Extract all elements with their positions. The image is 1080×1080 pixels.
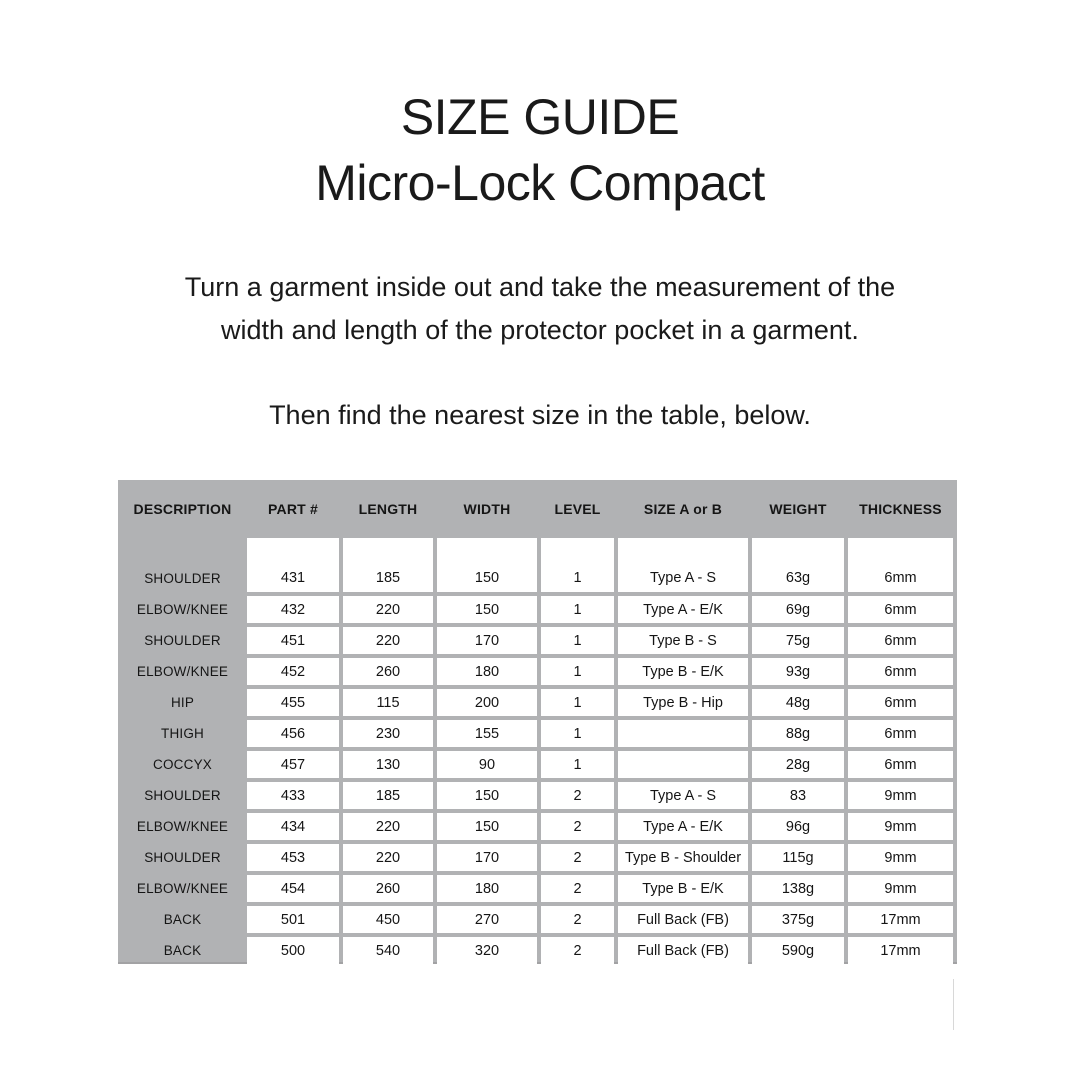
column-header-part-number: PART # bbox=[268, 501, 318, 517]
size-table bbox=[118, 480, 957, 968]
cell-thickness: 9mm bbox=[848, 844, 953, 871]
cell-part-number: 433 bbox=[247, 782, 339, 809]
cell-length: 220 bbox=[343, 813, 433, 840]
cell-thickness: 9mm bbox=[848, 875, 953, 902]
column-header-description: DESCRIPTION bbox=[133, 501, 232, 517]
cell-level: 1 bbox=[541, 689, 614, 716]
cell-part-number: 432 bbox=[247, 596, 339, 623]
cell-part-number: 451 bbox=[247, 627, 339, 654]
page-edge-line bbox=[953, 979, 954, 1030]
table-row bbox=[122, 720, 953, 747]
instructions-line-1: Turn a garment inside out and take the measurement of the bbox=[184, 272, 896, 302]
column-header-level: LEVEL bbox=[554, 501, 601, 517]
table-row bbox=[122, 782, 953, 809]
column-header-width: WIDTH bbox=[463, 501, 511, 517]
cell-length: 220 bbox=[343, 596, 433, 623]
cell-weight: 93g bbox=[752, 658, 844, 685]
cell-thickness: 6mm bbox=[848, 596, 953, 623]
cell-size-a-or-b: Type B - E/K bbox=[618, 658, 748, 685]
cell-length: 115 bbox=[343, 689, 433, 716]
cell-size-a-or-b: Type B - Hip bbox=[618, 689, 748, 716]
cell-size-a-or-b: Type B - S bbox=[618, 627, 748, 654]
cell-part-number: 434 bbox=[247, 813, 339, 840]
cell-weight: 96g bbox=[752, 813, 844, 840]
cell-weight: 69g bbox=[752, 596, 844, 623]
cell-level: 1 bbox=[541, 720, 614, 747]
cell-description: SHOULDER bbox=[144, 571, 221, 586]
cell-weight: 83 bbox=[752, 782, 844, 809]
cell-level: 2 bbox=[541, 906, 614, 933]
column-header-size-a-or-b: SIZE A or B bbox=[643, 501, 723, 517]
column-header-length: LENGTH bbox=[358, 501, 418, 517]
column-header-thickness: THICKNESS bbox=[859, 501, 942, 517]
cell-length: 260 bbox=[343, 875, 433, 902]
cell-size-a-or-b: Type A - S bbox=[618, 782, 748, 809]
cell-width: 90 bbox=[437, 751, 537, 778]
instructions-measurement bbox=[0, 266, 1080, 352]
cell-width: 270 bbox=[437, 906, 537, 933]
cell-weight: 115g bbox=[752, 844, 844, 871]
cell-part-number: 453 bbox=[247, 844, 339, 871]
cell-length: 130 bbox=[343, 751, 433, 778]
cell-part-number: 500 bbox=[247, 937, 339, 964]
cell-part-number: 454 bbox=[247, 875, 339, 902]
cell-part-number: 452 bbox=[247, 658, 339, 685]
size-table-panel bbox=[118, 480, 957, 964]
cell-length: 220 bbox=[343, 844, 433, 871]
cell-width: 150 bbox=[437, 538, 537, 592]
table-row bbox=[122, 906, 953, 933]
cell-size-a-or-b bbox=[618, 751, 748, 778]
cell-width: 150 bbox=[437, 813, 537, 840]
cell-description: SHOULDER bbox=[144, 788, 221, 803]
cell-description: ELBOW/KNEE bbox=[136, 881, 229, 896]
cell-width: 170 bbox=[437, 844, 537, 871]
cell-level: 1 bbox=[541, 751, 614, 778]
cell-level: 2 bbox=[541, 844, 614, 871]
cell-size-a-or-b: Full Back (FB) bbox=[618, 937, 748, 964]
cell-width: 200 bbox=[437, 689, 537, 716]
table-body bbox=[122, 538, 953, 964]
cell-weight: 75g bbox=[752, 627, 844, 654]
cell-weight: 590g bbox=[752, 937, 844, 964]
cell-description: THIGH bbox=[161, 726, 204, 741]
cell-size-a-or-b: Type B - Shoulder bbox=[618, 844, 748, 871]
cell-length: 185 bbox=[343, 538, 433, 592]
cell-weight: 63g bbox=[752, 538, 844, 592]
cell-description: BACK bbox=[163, 912, 202, 927]
cell-thickness: 6mm bbox=[848, 751, 953, 778]
cell-length: 450 bbox=[343, 906, 433, 933]
cell-part-number: 501 bbox=[247, 906, 339, 933]
cell-level: 2 bbox=[541, 813, 614, 840]
cell-length: 260 bbox=[343, 658, 433, 685]
cell-length: 185 bbox=[343, 782, 433, 809]
cell-thickness: 6mm bbox=[848, 720, 953, 747]
cell-description: SHOULDER bbox=[144, 633, 221, 648]
cell-thickness: 6mm bbox=[848, 658, 953, 685]
cell-size-a-or-b: Type A - E/K bbox=[618, 596, 748, 623]
table-row bbox=[122, 937, 953, 964]
cell-description: BACK bbox=[163, 943, 202, 958]
table-row bbox=[122, 751, 953, 778]
cell-width: 150 bbox=[437, 782, 537, 809]
cell-size-a-or-b bbox=[618, 720, 748, 747]
instructions-find-size: Then find the nearest size in the table, below. bbox=[269, 400, 811, 430]
cell-description: SHOULDER bbox=[144, 850, 221, 865]
cell-length: 540 bbox=[343, 937, 433, 964]
cell-weight: 138g bbox=[752, 875, 844, 902]
cell-level: 1 bbox=[541, 596, 614, 623]
cell-level: 1 bbox=[541, 658, 614, 685]
cell-level: 2 bbox=[541, 937, 614, 964]
cell-thickness: 6mm bbox=[848, 538, 953, 592]
cell-size-a-or-b: Full Back (FB) bbox=[618, 906, 748, 933]
cell-thickness: 6mm bbox=[848, 689, 953, 716]
cell-part-number: 455 bbox=[247, 689, 339, 716]
cell-width: 150 bbox=[437, 596, 537, 623]
table-row bbox=[122, 875, 953, 902]
cell-width: 155 bbox=[437, 720, 537, 747]
cell-part-number: 456 bbox=[247, 720, 339, 747]
table-row bbox=[122, 658, 953, 685]
cell-weight: 88g bbox=[752, 720, 844, 747]
table-row bbox=[122, 627, 953, 654]
cell-weight: 28g bbox=[752, 751, 844, 778]
cell-level: 2 bbox=[541, 875, 614, 902]
table-header-row bbox=[122, 484, 953, 534]
cell-thickness: 9mm bbox=[848, 813, 953, 840]
cell-width: 320 bbox=[437, 937, 537, 964]
page-title bbox=[0, 84, 1080, 216]
cell-level: 2 bbox=[541, 782, 614, 809]
cell-size-a-or-b: Type A - E/K bbox=[618, 813, 748, 840]
cell-thickness: 9mm bbox=[848, 782, 953, 809]
cell-part-number: 457 bbox=[247, 751, 339, 778]
cell-description: ELBOW/KNEE bbox=[136, 602, 229, 617]
cell-description: ELBOW/KNEE bbox=[136, 819, 229, 834]
cell-thickness: 17mm bbox=[848, 937, 953, 964]
cell-weight: 48g bbox=[752, 689, 844, 716]
table-row bbox=[122, 538, 953, 592]
cell-thickness: 6mm bbox=[848, 627, 953, 654]
cell-width: 180 bbox=[437, 658, 537, 685]
instructions-line-2: width and length of the protector pocket in a garment. bbox=[221, 315, 859, 345]
title-line-model: Micro-Lock Compact bbox=[315, 155, 765, 211]
table-row bbox=[122, 813, 953, 840]
cell-part-number: 431 bbox=[247, 538, 339, 592]
cell-description: COCCYX bbox=[153, 757, 212, 772]
cell-size-a-or-b: Type B - E/K bbox=[618, 875, 748, 902]
column-header-weight: WEIGHT bbox=[769, 501, 827, 517]
table-row bbox=[122, 844, 953, 871]
cell-description: ELBOW/KNEE bbox=[136, 664, 229, 679]
cell-length: 220 bbox=[343, 627, 433, 654]
cell-width: 170 bbox=[437, 627, 537, 654]
cell-length: 230 bbox=[343, 720, 433, 747]
cell-level: 1 bbox=[541, 627, 614, 654]
cell-thickness: 17mm bbox=[848, 906, 953, 933]
cell-weight: 375g bbox=[752, 906, 844, 933]
title-line-product: SIZE GUIDE bbox=[400, 89, 680, 145]
cell-description: HIP bbox=[170, 695, 195, 710]
table-row bbox=[122, 689, 953, 716]
table-row bbox=[122, 596, 953, 623]
cell-size-a-or-b: Type A - S bbox=[618, 538, 748, 592]
cell-width: 180 bbox=[437, 875, 537, 902]
cell-level: 1 bbox=[541, 538, 614, 592]
